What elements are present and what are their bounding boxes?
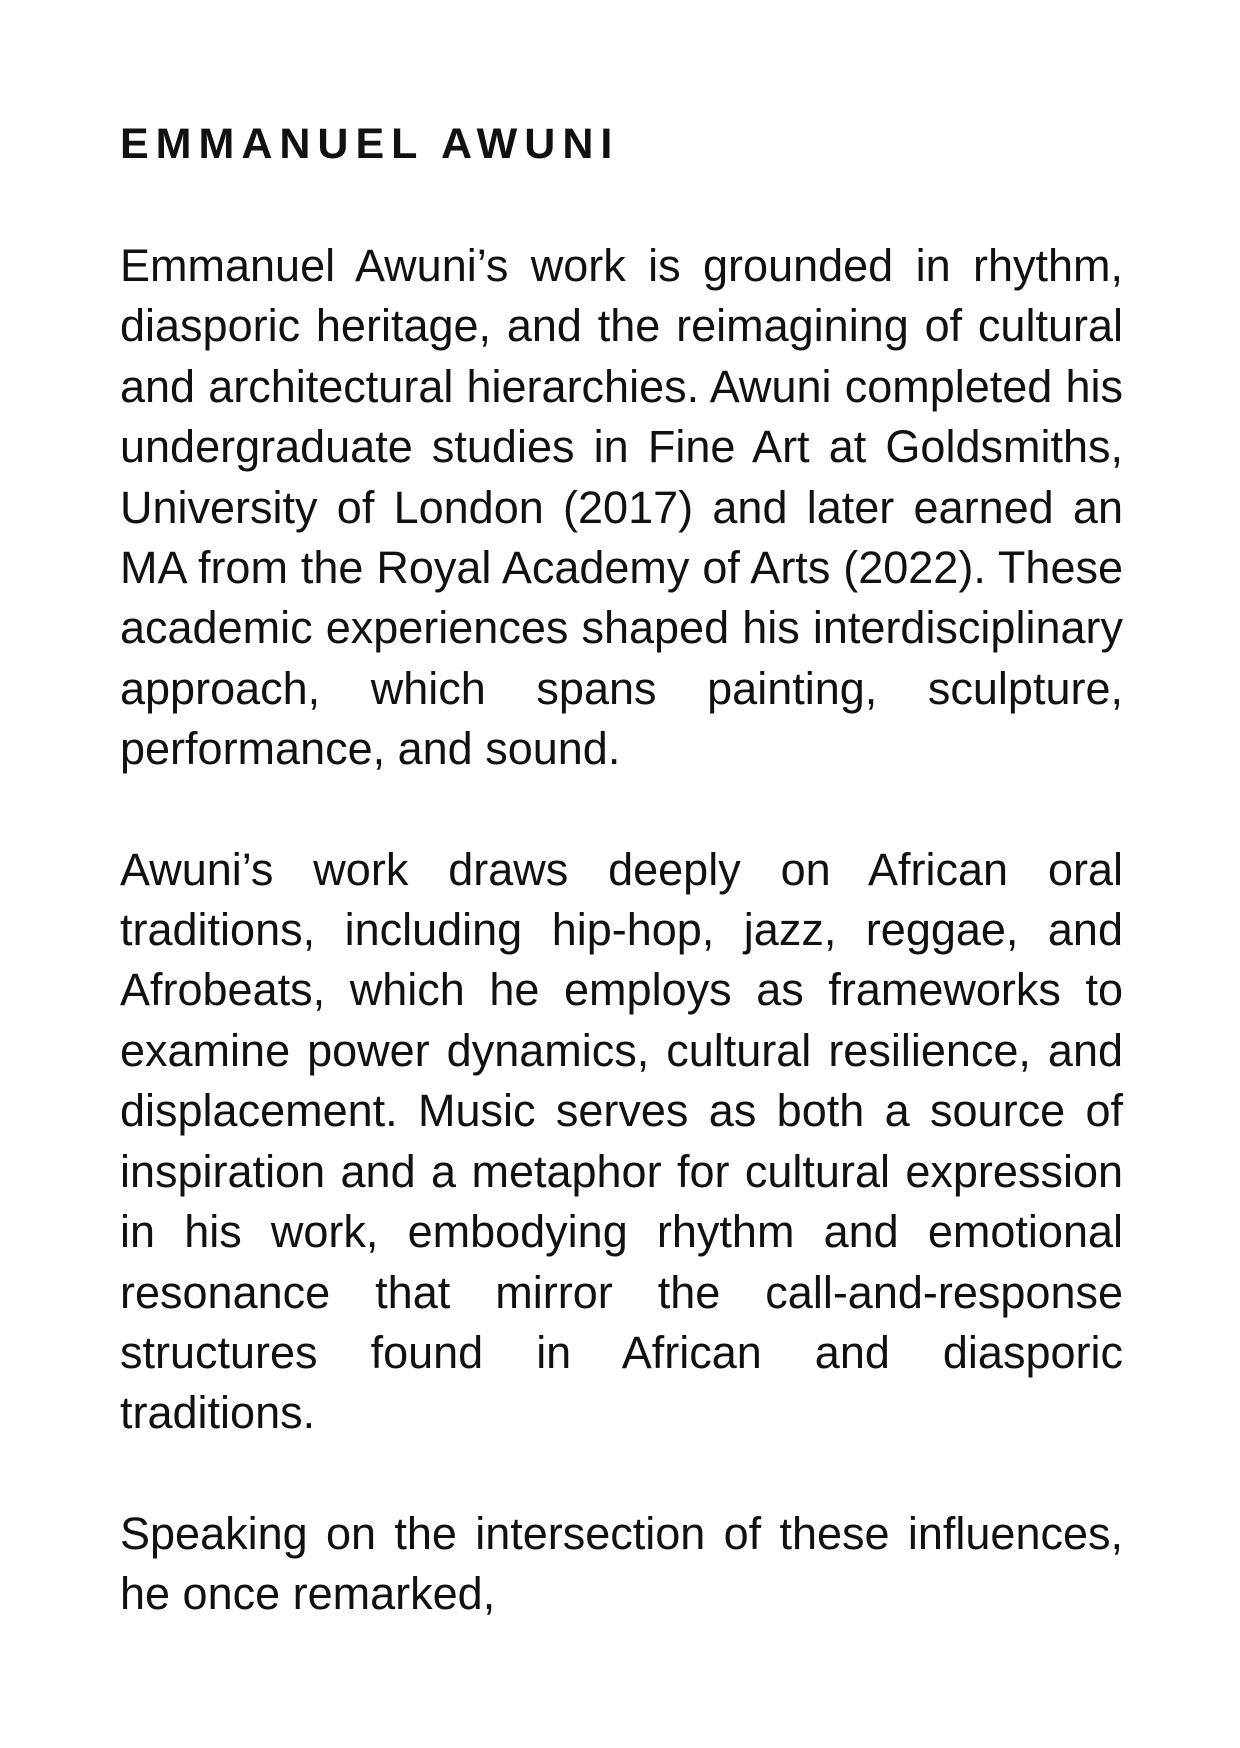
bio-paragraph-education: Emmanuel Awuni’s work is grounded in rhythm, diasporic heritage, and the reimagining of cultural and architectural hierarchies. Awuni completed his undergraduate studies in Fine Art at Goldsmiths, University of London (2017) and later earned an MA from the Royal Academy of Arts (2022). These academic experiences shaped his interdisciplinary approach, which spans painting, sculpture, performance, and sound. <box>120 240 1123 775</box>
artist-name-heading: EMMANUEL AWUNI <box>120 120 620 168</box>
bio-paragraph-quote-intro: Speaking on the intersection of these influences, he once remarked, <box>120 1507 1123 1620</box>
document-page <box>120 0 1123 1625</box>
bio-paragraph-influences: Awuni’s work draws deeply on African oral traditions, including hip-hop, jazz, reggae, and Afrobeats, which he employs as frameworks to examine power dynamics, cultural resilience, and displacement. Music serves as both a source of inspiration and a metaphor for cultural expression in his work, embodying rhythm and emotional resonance that mirror the call-and-response structures found in African and diasporic traditions. <box>120 843 1123 1439</box>
